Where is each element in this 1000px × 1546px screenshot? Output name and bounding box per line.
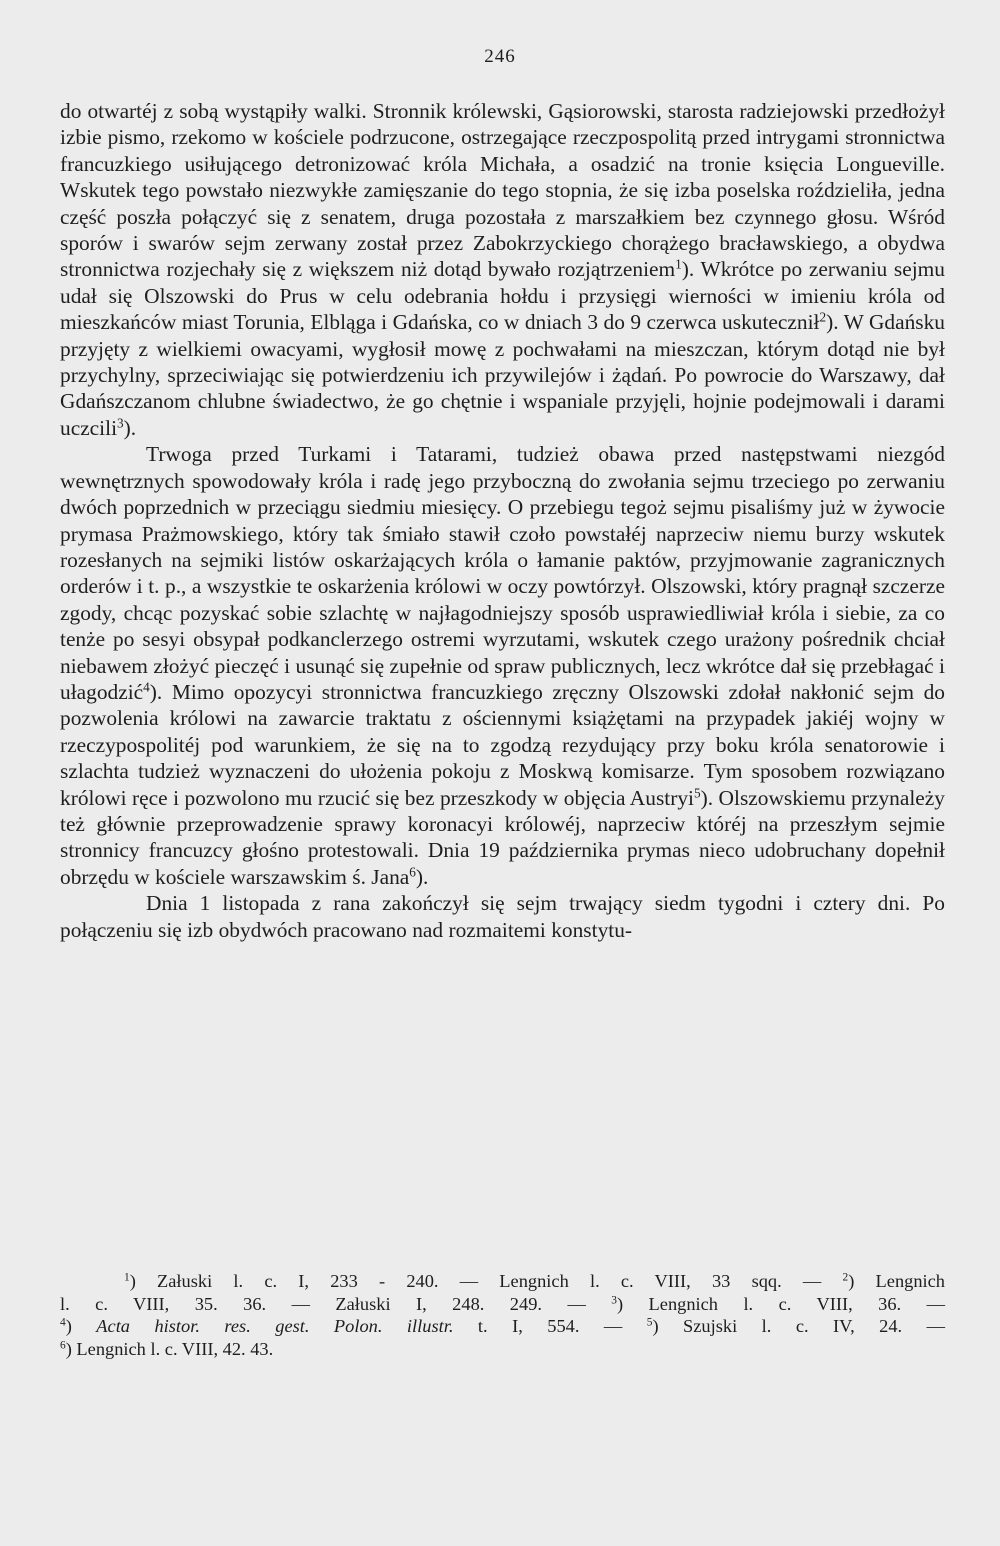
paragraph-text: ). W Gdańsku przyjęty z wielkiemi owacyami, wygłosił mowę z pochwałami na mieszczan, którym dotąd nie był przychylny, sprzeciwiając się potwierdzeniu ich przywilejów i żądań. Po powrocie do Warszawy, dał Gdańszczanom chlubne świadectwo, że go chętnie i wspaniale przyjęli, hojnie podejmowali i darami uczcili	[60, 310, 945, 440]
footnote-marker: 6	[60, 1339, 66, 1352]
paragraph-2	[60, 441, 945, 890]
footnote-ref-6: 6	[409, 864, 416, 880]
footnote-line-1	[60, 1270, 945, 1293]
footnote-title-italic: Acta histor. res. gest. Polon. illustr.	[96, 1316, 454, 1337]
footnote-ref-1: 1	[675, 257, 682, 273]
footnote-text: ) Lengnich l. c. VIII, 42. 43.	[65, 1338, 274, 1359]
footnote-text: ) Szujski l. c. IV, 24. —	[652, 1316, 945, 1337]
footnote-text: ) Lengnich	[848, 1271, 945, 1291]
footnote-marker: 3	[611, 1294, 617, 1307]
footnote-marker: 1	[124, 1271, 130, 1284]
footnote-line-4	[60, 1338, 945, 1361]
paragraph-3	[60, 890, 945, 943]
paragraph-text: do otwartéj z sobą wystąpiły walki. Stronnik królewski, Gąsiorowski, starosta radziejowski przedłożył izbie pismo, rzekomo w kościele podrzucone, ostrzegające rzeczpospolitą przed intrygami stronnictwa francuzkiego usiłującego detronizować króla Michała, a osadzić na tronie księcia Longueville. Wskutek tego powstało niezwykłe zamięszanie do tego stopnia, że się izba poselska roździeliła, jedna część poszła połączyć się z senatem, druga pozostała z marszałkiem bez czynnego głosu. Wśród sporów i swarów sejm zerwany został przez Zabokrzyckiego chorążego bracławskiego, a obydwa stronnictwa rozjechały się z większem niż dotąd bywało rozjątrzeniem	[60, 99, 945, 282]
footnote-ref-2: 2	[819, 309, 827, 325]
paragraph-text: Trwoga przed Turkami i Tatarami, tudzież obawa przed następstwami niezgód wewnętrznych spowodowały króla i radę jego przyboczną do zwołania sejmu trzeciego po zerwaniu dwóch poprzednich w przeciągu siedmiu miesięcy. O przebiegu tegoż sejmu pisaliśmy już w żywocie prymasa Prażmowskiego, który tak śmiało stawił czoło powstałéj naprzeciw niemu burzy wskutek rozesłanych na sejmiki listów oskarżających króla o łamanie paktów, przyjmowanie zagranicznych orderów i t. p., a wszystkie te oskarżenia królowi w oczy powtórzył. Olszowski, który pragnął szczerze zgody, chcąc pozyskać sobie szlachtę w najłagodniejszy sposób usprawiedliwiał króla i siebie, za co tenże po sesyi obsypał podkanclerzego ostremi wyrzutami, wskutek czego urażony pośrednik chciał niebawem złożyć pieczęć i usunąć się zupełnie od spraw publicznych, lecz wkrótce dał się przebłagać i ułagodzić	[60, 442, 945, 704]
footnote-marker: 2	[842, 1271, 849, 1284]
paragraph-1	[60, 98, 945, 441]
footnotes	[60, 1270, 945, 1360]
footnote-marker: 5	[646, 1316, 653, 1329]
footnote-text: ) Lengnich l. c. VIII, 36. —	[616, 1293, 945, 1314]
footnote-line-3	[60, 1315, 945, 1338]
footnote-marker: 4	[60, 1316, 66, 1329]
paragraph-text: ). Mimo opozycyi stronnictwa francuzkiego zręczny Olszowski zdołał nakłonić sejm do pozwolenia królowi na zawarcie traktatu z ościennymi książętami na przypadek jakiéj wojny w rzeczypospolitéj pod warunkiem, że się na to zgodzą rezydujący przy boku króla senatorowie i szlachta tudzież wyznaczeni do ułożenia pokoju z Moskwą komisarze. Tym sposobem rozwiązano królowi ręce i pozwolono mu rzucić się bez przeszkody w objęcia Austryi	[60, 679, 945, 810]
paragraph-text: ). Wkrótce po zerwaniu sejmu udał się Olszowski do Prus w celu odebrania hołdu i przysięgi wierności w imieniu króla od mieszkańców miast Torunia, Elbląga i Gdańska, co w dniach 3 do 9 czerwca uskutecznił	[60, 257, 945, 335]
footnote-text: t. I, 554. —	[453, 1316, 647, 1337]
paragraph-text: ).	[415, 864, 429, 889]
footnote-text: ) Załuski l. c. I, 233 - 240. — Lengnich l. c. VIII, 33 sqq. —	[129, 1271, 843, 1291]
footnote-text: l. c. VIII, 35. 36. — Załuski I, 248. 249. —	[60, 1293, 612, 1314]
footnote-ref-5: 5	[693, 785, 701, 801]
body-text	[60, 98, 945, 943]
footnote-ref-3: 3	[117, 415, 124, 431]
paragraph-text: ). Olszowskiemu przynależy też głównie przeprowadzenie sprawy koronacyi królowéj, naprzeciw któréj na przeszłym sejmie stronnicy francuzcy głośno protestowali. Dnia 19 października prymas nieco udobruchany dopełnił obrzędu w kościele warszawskim ś. Jana	[60, 785, 945, 889]
footnote-line-2	[60, 1293, 945, 1316]
paragraph-text: Dnia 1 listopada z rana zakończył się sejm trwający siedm tygodni i cztery dni. Po połączeniu się izb obydwóch pracowano nad rozmaitemi konstytu-	[60, 891, 945, 942]
page-number: 246	[484, 46, 516, 67]
footnote-text: )	[65, 1316, 97, 1337]
paragraph-text: ).	[123, 415, 137, 440]
footnote-ref-4: 4	[143, 679, 150, 695]
